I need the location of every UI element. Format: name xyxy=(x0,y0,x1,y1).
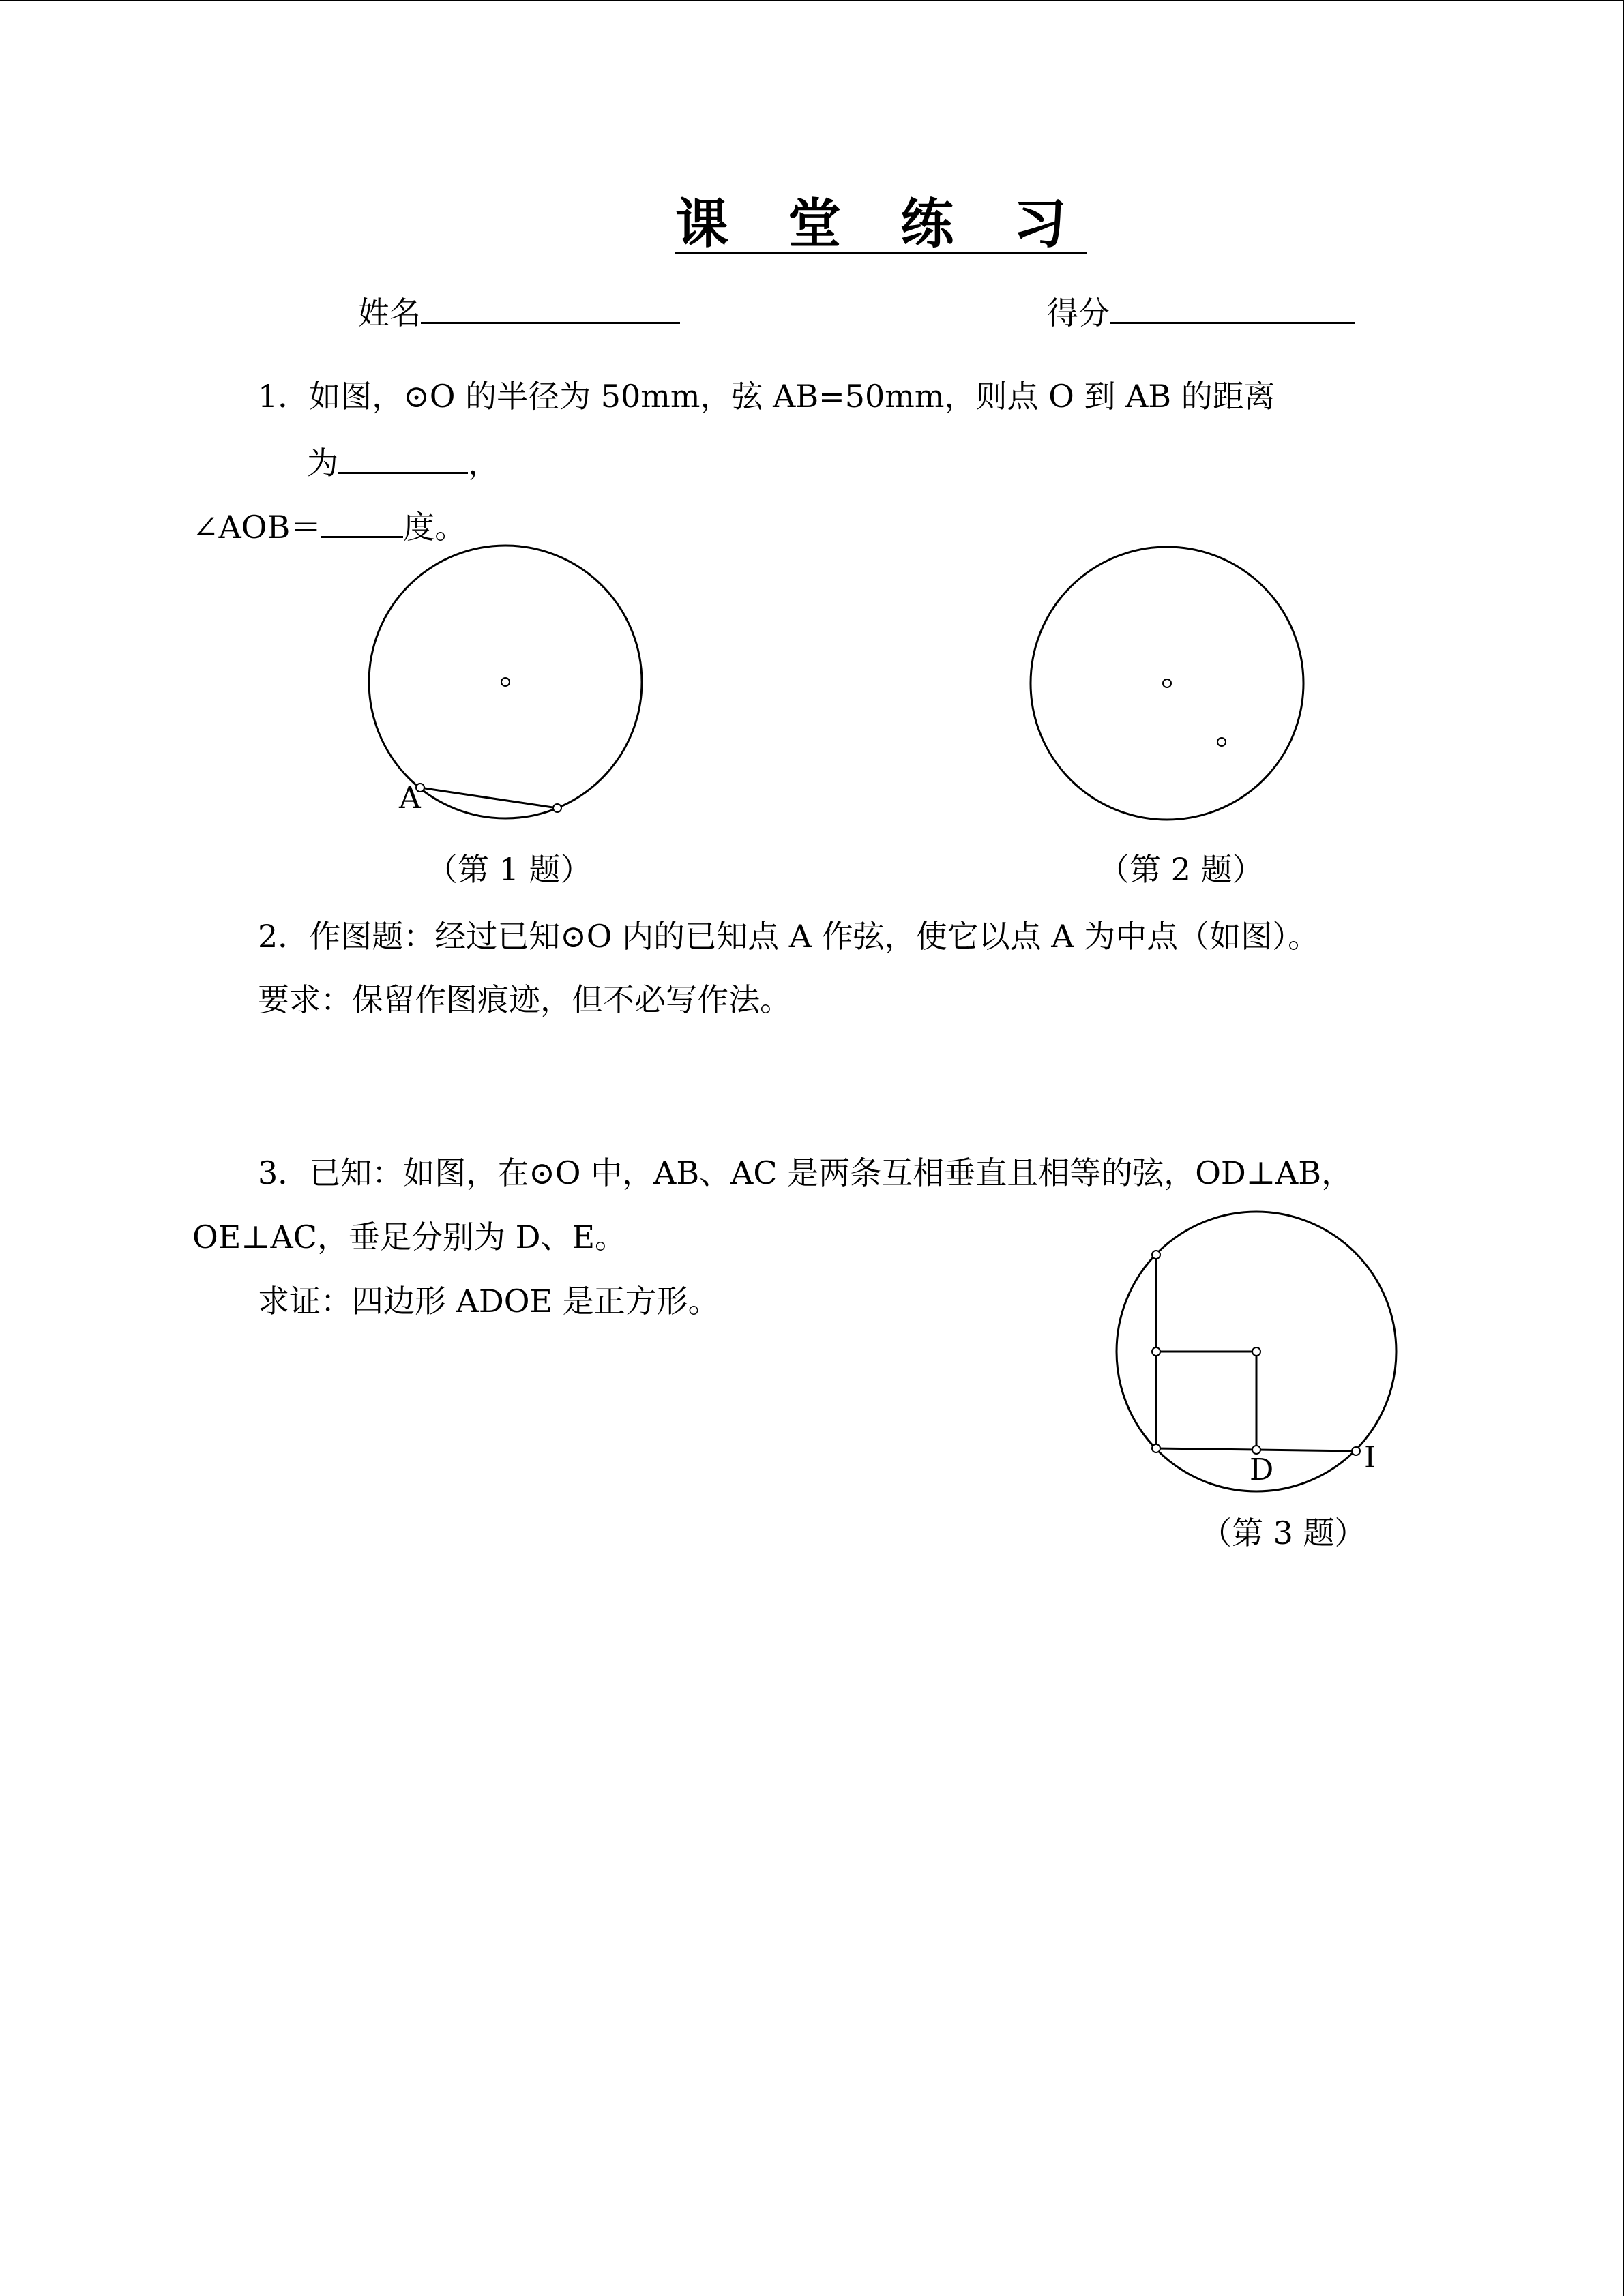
q2-figure xyxy=(1016,532,1316,832)
score-field xyxy=(1047,295,1355,329)
q3-line2: OE⊥AC，垂足分别为 D、E。 xyxy=(192,1219,627,1255)
name-label: 姓名 xyxy=(358,295,421,331)
q3-point-o xyxy=(1252,1347,1260,1356)
q3-caption: （第 3 题） xyxy=(1200,1515,1366,1551)
q2-line2: 要求：保留作图痕迹，但不必写作法。 xyxy=(258,981,791,1018)
q1-line3-suffix: 度。 xyxy=(403,509,467,546)
q1-line2-suffix: ， xyxy=(468,445,499,481)
q3-figure xyxy=(1105,1200,1405,1500)
q1-line3-prefix: ∠AOB＝ xyxy=(192,509,322,546)
q3-point-a xyxy=(1152,1444,1160,1452)
score-label: 得分 xyxy=(1047,295,1110,331)
q1-caption: （第 1 题） xyxy=(426,851,592,888)
page-title: 课 堂 练 习 xyxy=(675,193,1087,255)
name-blank xyxy=(421,295,680,324)
q1-center-point xyxy=(501,678,510,686)
q1-label-a: A xyxy=(399,781,421,816)
q3-label-d: D xyxy=(1250,1452,1274,1487)
q1-line2-prefix: 为 xyxy=(307,445,338,481)
q1-distance-blank xyxy=(338,445,468,474)
name-field xyxy=(358,295,680,329)
q1-figure xyxy=(355,532,655,832)
q3-label-b: I xyxy=(1364,1440,1376,1475)
q2-center-point xyxy=(1163,679,1171,687)
q2-caption: （第 2 题） xyxy=(1098,851,1264,888)
q1-line1: 1．如图，⊙O 的半径为 50mm，弦 AB=50mm，则点 O 到 AB 的距离 xyxy=(258,378,1275,415)
q1-point-b xyxy=(553,804,561,812)
q2-line1: 2．作图题：经过已知⊙O 内的已知点 A 作弦，使它以点 A 为中点（如图）。 xyxy=(258,918,1320,955)
q3-line1: 3．已知：如图，在⊙O 中，AB、AC 是两条互相垂直且相等的弦，OD⊥AB， xyxy=(258,1154,1353,1191)
q3-line3: 求证：四边形 ADOE 是正方形。 xyxy=(258,1283,720,1320)
q3-point-e xyxy=(1152,1347,1160,1356)
q1-chord-ab xyxy=(420,788,557,808)
q3-point-b xyxy=(1352,1447,1360,1455)
page-top-border xyxy=(0,0,1624,1)
score-blank xyxy=(1110,295,1355,324)
q2-point-a xyxy=(1217,738,1226,746)
q3-point-c xyxy=(1152,1251,1160,1259)
q1-line2 xyxy=(307,445,499,479)
